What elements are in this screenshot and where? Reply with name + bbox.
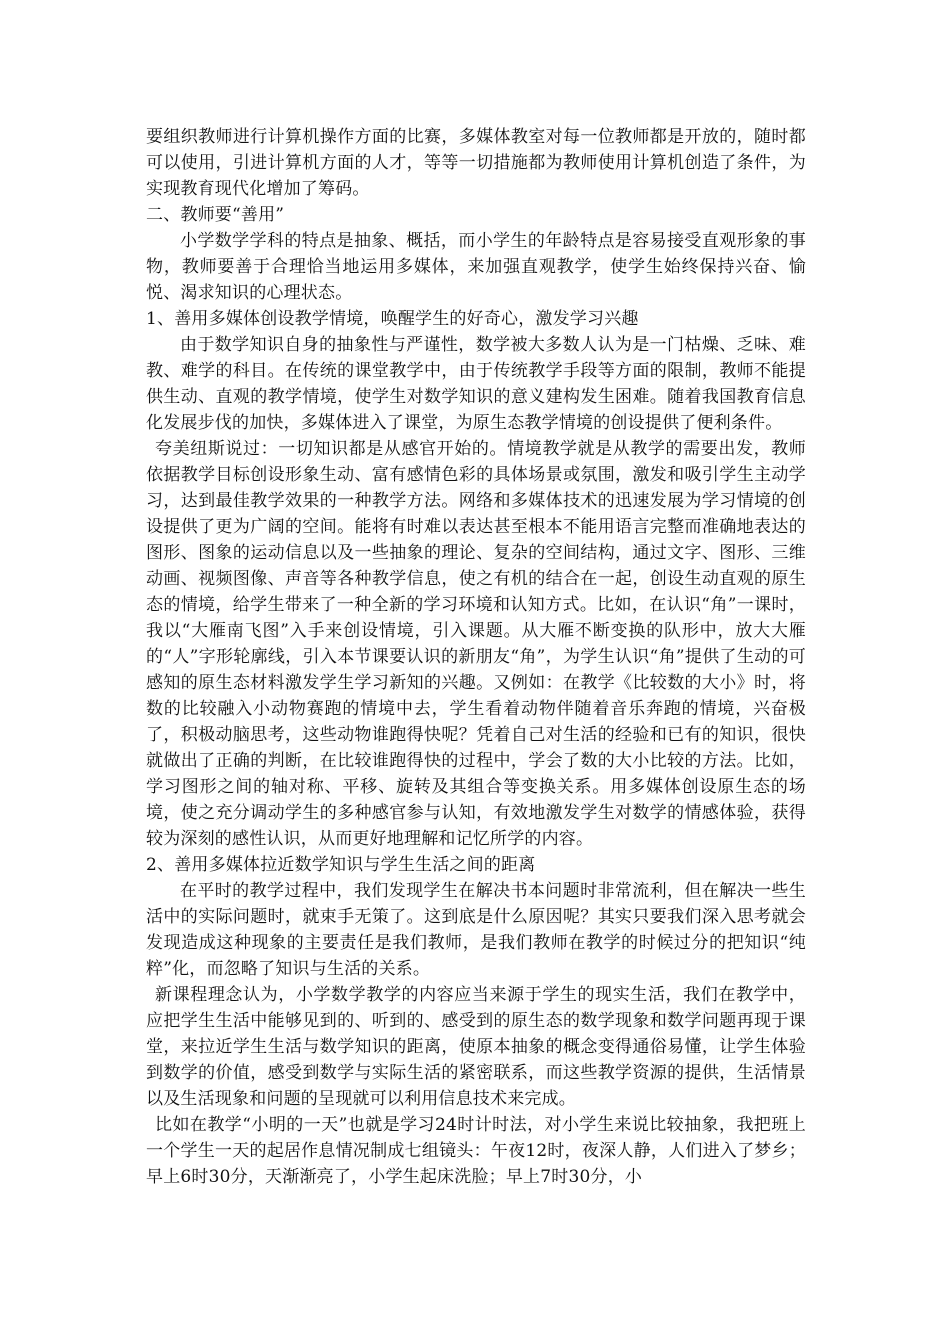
paragraph-10: 比如在教学“小明的一天”也就是学习24时计时法，对小学生来说比较抽象，我把班上一个学生一天的起居作息情况制成七组镜头：午夜12时，夜深人静，人们进入了梦乡；早上6时30分，天渐渐亮了，小学生起床洗脸；早上7时30分，小 (146, 1115, 806, 1187)
subsection-heading-1: 1、善用多媒体创设教学情境，唤醒学生的好奇心，激发学习兴趣 (146, 309, 639, 329)
paragraph-3: 小学数学学科的特点是抽象、概括，而小学生的年龄特点是容易接受直观形象的事物，教师要善于合理恰当地运用多媒体，来加强直观教学，使学生始终保持兴奋、愉悦、渴求知识的心理状态。 (146, 231, 806, 303)
section-heading-2: 二、教师要“善用” (146, 205, 285, 225)
paragraph-5: 由于数学知识自身的抽象性与严谨性，数学被大多数人认为是一门枯燥、乏味、难教、难学的科目。在传统的课堂教学中，由于传统教学手段等方面的限制，教师不能提供生动、直观的教学情境，使学生对数学知识的意义建构发生困难。随着我国教育信息化发展步伐的加快，多媒体进入了课堂，为原生态教学情境的创设提供了便利条件。 (146, 335, 806, 433)
paragraph-1: 要组织教师进行计算机操作方面的比赛，多媒体教室对每一位教师都是开放的，随时都可以使用，引进计算机方面的人才，等等一切措施都为教师使用计算机创造了条件，为实现教育现代化增加了筹码。 (146, 127, 806, 199)
document-page (146, 124, 806, 1190)
paragraph-9: 新课程理念认为，小学数学教学的内容应当来源于学生的现实生活，我们在教学中，应把学生生活中能够见到的、听到的、感受到的原生态的数学现象和数学问题再现于课堂，来拉近学生生活与数学知识的距离，使原本抽象的概念变得通俗易懂，让学生体验到数学的价值，感受到数学与实际生活的紧密联系，而这些教学资源的提供，生活情景以及生活现象和问题的呈现就可以利用信息技术来完成。 (146, 985, 806, 1109)
subsection-heading-2: 2、善用多媒体拉近数学知识与学生生活之间的距离 (146, 855, 536, 875)
paragraph-6: 夸美纽斯说过：一切知识都是从感官开始的。情境教学就是从教学的需要出发，教师依据教学目标创设形象生动、富有感情色彩的具体场景或氛围，激发和吸引学生主动学习，达到最佳教学效果的一种教学方法。网络和多媒体技术的迅速发展为学习情境的创设提供了更为广阔的空间。能将有时难以表达甚至根本不能用语言完整而准确地表达的图形、图象的运动信息以及一些抽象的理论、复杂的空间结构，通过文字、图形、三维动画、视频图像、声音等各种教学信息，使之有机的结合在一起，创设生动直观的原生态的情境，给学生带来了一种全新的学习环境和认知方式。比如，在认识“角”一课时，我以“大雁南飞图”入手来创设情境，引入课题。从大雁不断变换的队形中，放大大雁的“人”字形轮廓线，引入本节课要认识的新朋友“角”，为学生认识“角”提供了生动的可感知的原生态材料激发学生学习新知的兴趣。又例如：在教学《比较数的大小》时，将数的比较融入小动物赛跑的情境中去，学生看着动物伴随着音乐奔跑的情境，兴奋极了，积极动脑思考，这些动物谁跑得快呢？凭着自己对生活的经验和已有的知识，很快就做出了正确的判断，在比较谁跑得快的过程中，学会了数的大小比较的方法。比如，学习图形之间的轴对称、平移、旋转及其组合等变换关系。用多媒体创设原生态的场境，使之充分调动学生的多种感官参与认知，有效地激发学生对数学的情感体验，获得较为深刻的感性认识，从而更好地理解和记忆所学的内容。 (146, 439, 806, 849)
paragraph-8: 在平时的教学过程中，我们发现学生在解决书本问题时非常流利，但在解决一些生活中的实际问题时，就束手无策了。这到底是什么原因呢？其实只要我们深入思考就会发现造成这种现象的主要责任是我们教师，是我们教师在教学的时候过分的把知识“纯粹”化，而忽略了知识与生活的关系。 (146, 881, 806, 979)
